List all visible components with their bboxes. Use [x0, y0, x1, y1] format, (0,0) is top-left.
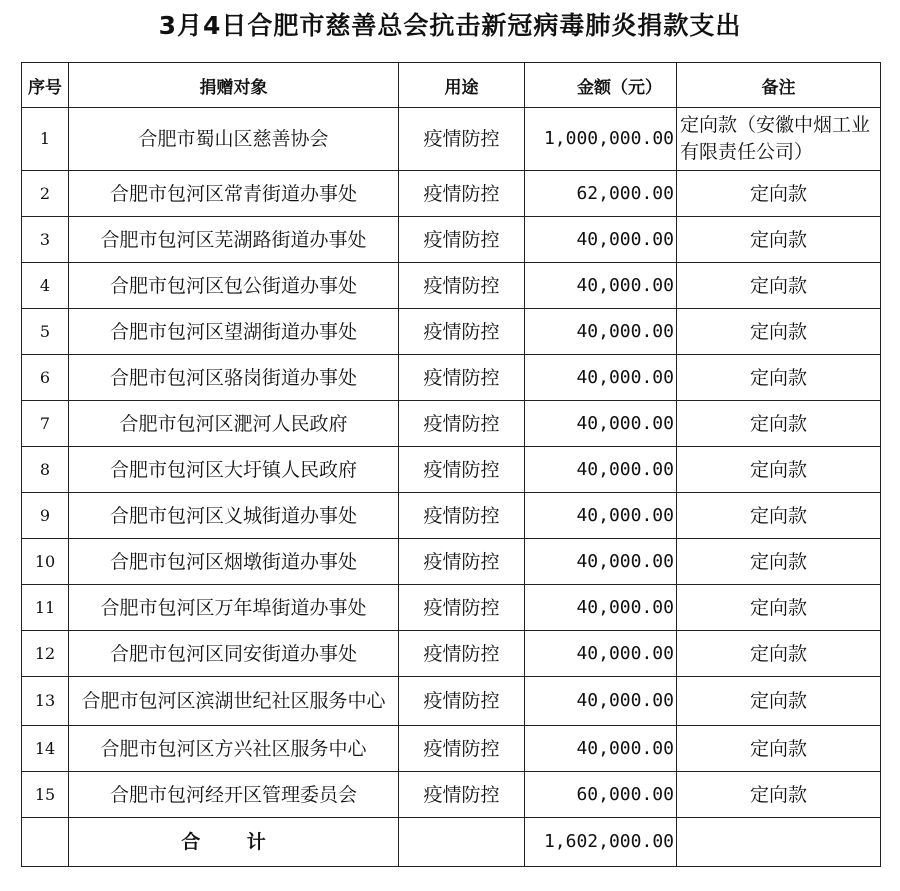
row-number: 15	[22, 772, 69, 818]
note-cell: 定向款（安徽中烟工业有限责任公司）	[677, 108, 881, 171]
table-row	[22, 108, 881, 171]
row-number: 1	[22, 108, 69, 171]
table-row	[22, 447, 881, 493]
row-number: 9	[22, 493, 69, 539]
recipient-cell: 合肥市包河区骆岗街道办事处	[69, 355, 399, 401]
row-number: 3	[22, 217, 69, 263]
purpose-cell: 疫情防控	[399, 539, 525, 585]
purpose-cell: 疫情防控	[399, 171, 525, 217]
recipient-cell: 合肥市蜀山区慈善协会	[69, 108, 399, 171]
note-cell: 定向款	[677, 263, 881, 309]
recipient-cell: 合肥市包河区滨湖世纪社区服务中心	[69, 677, 399, 726]
row-number: 14	[22, 726, 69, 772]
purpose-cell: 疫情防控	[399, 677, 525, 726]
amount-cell: 40,000.00	[525, 726, 677, 772]
header-note: 备注	[677, 63, 881, 108]
purpose-cell: 疫情防控	[399, 585, 525, 631]
recipient-cell: 合肥市包河区淝河人民政府	[69, 401, 399, 447]
table-row	[22, 726, 881, 772]
recipient-cell: 合肥市包河区方兴社区服务中心	[69, 726, 399, 772]
purpose-cell: 疫情防控	[399, 108, 525, 171]
table-row	[22, 263, 881, 309]
header-row	[22, 63, 881, 108]
recipient-cell: 合肥市包河区常青街道办事处	[69, 171, 399, 217]
header-no: 序号	[22, 63, 69, 108]
note-cell: 定向款	[677, 726, 881, 772]
row-number: 2	[22, 171, 69, 217]
amount-cell: 40,000.00	[525, 677, 677, 726]
note-cell: 定向款	[677, 493, 881, 539]
table-row	[22, 539, 881, 585]
total-row	[22, 818, 881, 867]
note-cell: 定向款	[677, 447, 881, 493]
table-row	[22, 309, 881, 355]
row-number: 10	[22, 539, 69, 585]
row-number: 8	[22, 447, 69, 493]
note-cell: 定向款	[677, 772, 881, 818]
amount-cell: 40,000.00	[525, 355, 677, 401]
amount-cell: 40,000.00	[525, 539, 677, 585]
note-cell: 定向款	[677, 585, 881, 631]
note-cell: 定向款	[677, 309, 881, 355]
row-number: 12	[22, 631, 69, 677]
amount-cell: 40,000.00	[525, 493, 677, 539]
recipient-cell: 合肥市包河区包公街道办事处	[69, 263, 399, 309]
recipient-cell: 合肥市包河区同安街道办事处	[69, 631, 399, 677]
table-row	[22, 171, 881, 217]
recipient-cell: 合肥市包河区义城街道办事处	[69, 493, 399, 539]
purpose-cell: 疫情防控	[399, 726, 525, 772]
total-empty-cell	[677, 818, 881, 867]
header-amount: 金额（元）	[525, 63, 677, 108]
note-cell: 定向款	[677, 217, 881, 263]
note-cell: 定向款	[677, 355, 881, 401]
table-row	[22, 631, 881, 677]
recipient-cell: 合肥市包河区芜湖路街道办事处	[69, 217, 399, 263]
header-purpose: 用途	[399, 63, 525, 108]
amount-cell: 60,000.00	[525, 772, 677, 818]
note-cell: 定向款	[677, 677, 881, 726]
note-cell: 定向款	[677, 401, 881, 447]
purpose-cell: 疫情防控	[399, 309, 525, 355]
purpose-cell: 疫情防控	[399, 493, 525, 539]
purpose-cell: 疫情防控	[399, 217, 525, 263]
table-row	[22, 772, 881, 818]
table-row	[22, 493, 881, 539]
row-number: 4	[22, 263, 69, 309]
total-label: 合 计	[69, 818, 399, 867]
note-cell: 定向款	[677, 631, 881, 677]
purpose-cell: 疫情防控	[399, 263, 525, 309]
row-number: 7	[22, 401, 69, 447]
table-row	[22, 585, 881, 631]
amount-cell: 40,000.00	[525, 309, 677, 355]
amount-cell: 40,000.00	[525, 263, 677, 309]
purpose-cell: 疫情防控	[399, 631, 525, 677]
note-cell: 定向款	[677, 171, 881, 217]
purpose-cell: 疫情防控	[399, 401, 525, 447]
table-row	[22, 677, 881, 726]
table-row	[22, 401, 881, 447]
row-number: 13	[22, 677, 69, 726]
purpose-cell: 疫情防控	[399, 447, 525, 493]
table-row	[22, 217, 881, 263]
row-number: 11	[22, 585, 69, 631]
purpose-cell: 疫情防控	[399, 355, 525, 401]
amount-cell: 40,000.00	[525, 401, 677, 447]
recipient-cell: 合肥市包河区万年埠街道办事处	[69, 585, 399, 631]
total-empty-cell	[399, 818, 525, 867]
recipient-cell: 合肥市包河区烟墩街道办事处	[69, 539, 399, 585]
amount-cell: 40,000.00	[525, 217, 677, 263]
total-empty-cell	[22, 818, 69, 867]
amount-cell: 40,000.00	[525, 447, 677, 493]
amount-cell: 62,000.00	[525, 171, 677, 217]
recipient-cell: 合肥市包河区大圩镇人民政府	[69, 447, 399, 493]
page-title: 3月4日合肥市慈善总会抗击新冠病毒肺炎捐款支出	[158, 11, 742, 40]
note-cell: 定向款	[677, 539, 881, 585]
row-number: 5	[22, 309, 69, 355]
header-recipient: 捐赠对象	[69, 63, 399, 108]
donation-expense-table	[21, 62, 881, 867]
amount-cell: 40,000.00	[525, 631, 677, 677]
amount-cell: 40,000.00	[525, 585, 677, 631]
purpose-cell: 疫情防控	[399, 772, 525, 818]
row-number: 6	[22, 355, 69, 401]
table-row	[22, 355, 881, 401]
recipient-cell: 合肥市包河经开区管理委员会	[69, 772, 399, 818]
recipient-cell: 合肥市包河区望湖街道办事处	[69, 309, 399, 355]
total-amount: 1,602,000.00	[525, 818, 677, 867]
amount-cell: 1,000,000.00	[525, 108, 677, 171]
